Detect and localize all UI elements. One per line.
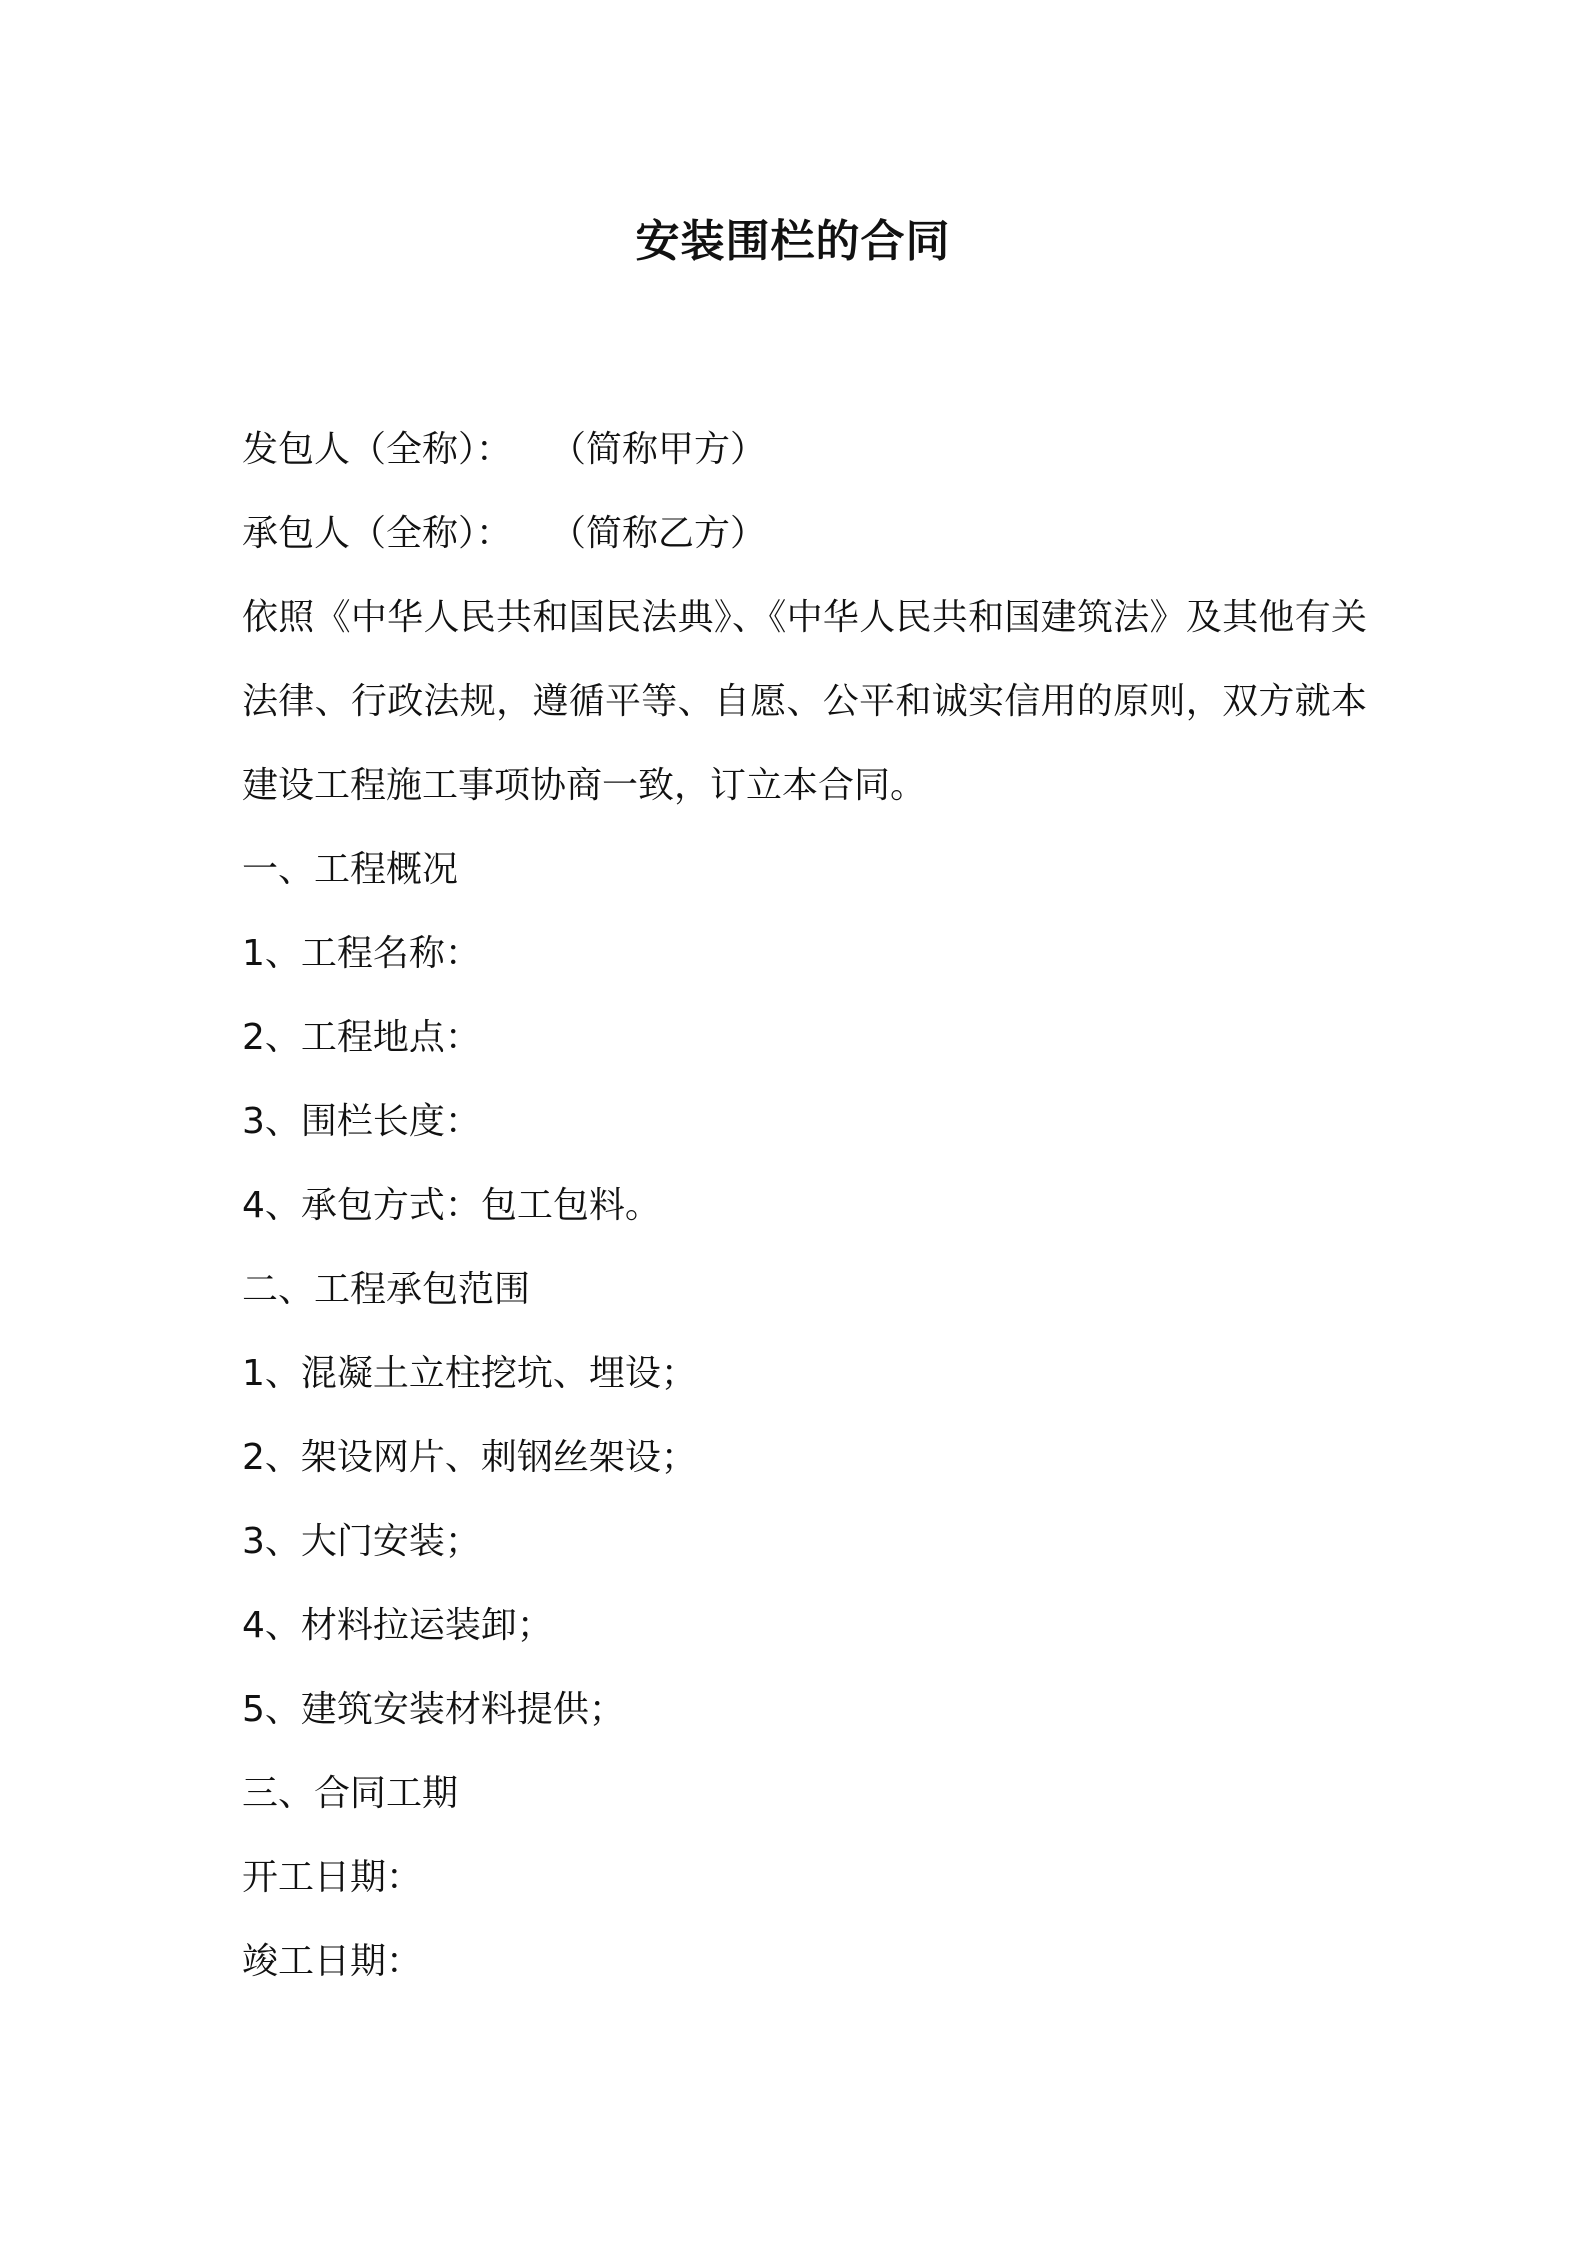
section-item: 1、工程名称： [242,933,481,974]
party-b-label: 承包人（全称）： [242,513,513,554]
section-item: 2、架设网片、刺钢丝架设； [242,1437,697,1478]
section-item: 5、建筑安装材料提供； [242,1689,625,1730]
start-date-field: 开工日期： [242,1857,423,1898]
party-b-line [242,492,1362,576]
party-a-short-name: （简称甲方） [550,429,767,470]
document-title: 安装围栏的合同 [635,216,951,267]
party-a-label: 发包人（全称）： [242,429,513,470]
document-body [242,408,1367,2004]
preamble-paragraph: 依照《中华人民共和国民法典》、《中华人民共和国建筑法》及其他有关法律、行政法规，遵循平等、自愿、公平和诚实信用的原则，双方就本建设工程施工事项协商一致，订立本合同。 [242,597,1367,806]
completion-date-field: 竣工日期： [242,1941,423,1982]
section-item: 2、工程地点： [242,1017,481,1058]
party-a-line [242,408,1362,492]
section-item: 3、围栏长度： [242,1101,481,1142]
section-heading: 三、合同工期 [242,1773,459,1814]
section-item: 1、混凝土立柱挖坑、埋设； [242,1353,697,1394]
section-item: 3、大门安装； [242,1521,481,1562]
section-heading: 二、工程承包范围 [242,1269,531,1310]
party-b-short-name: （简称乙方） [550,513,767,554]
section-item: 4、材料拉运装卸； [242,1605,553,1646]
section-item: 4、承包方式：包工包料。 [242,1185,661,1226]
section-heading: 一、工程概况 [242,849,459,890]
